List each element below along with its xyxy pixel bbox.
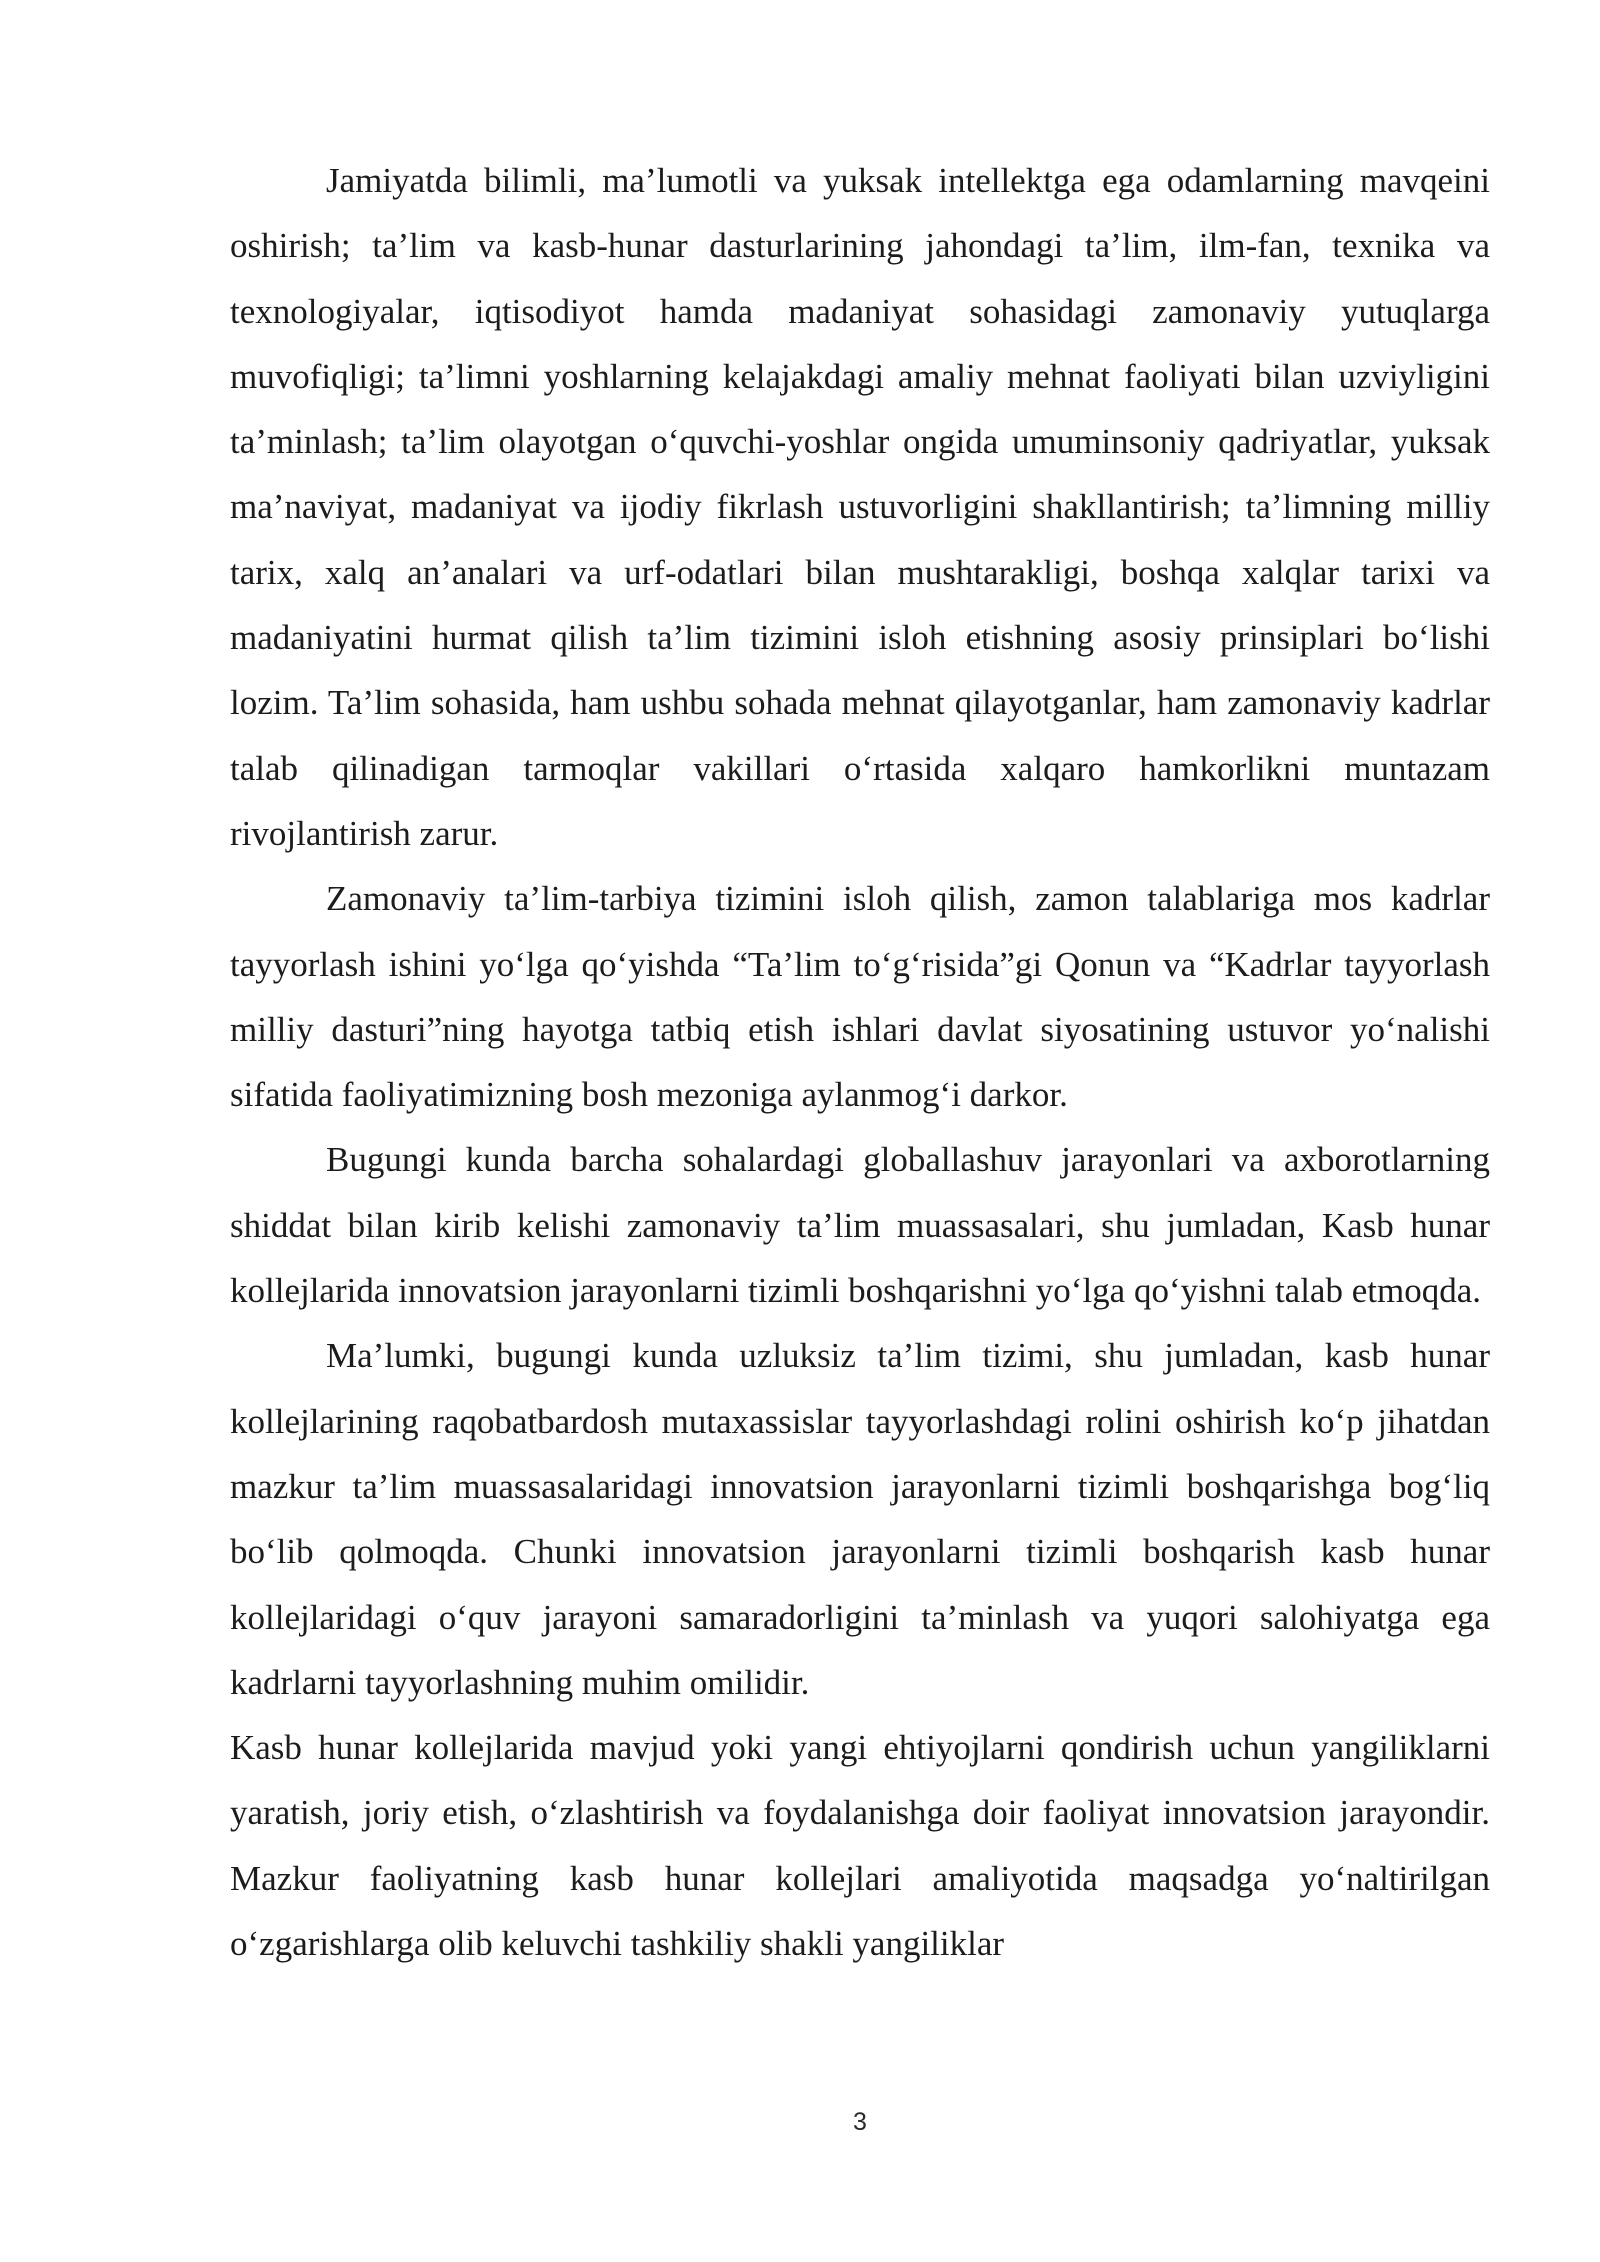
paragraph-1: Jamiyatda bilimli, ma’lumotli va yuksak intellektga ega odamlarning mavqeini oshirish; ta’lim va kasb-hunar dasturlarining jahondagi ta’lim, ilm-fan, texnika va texnologiyalar, iqtisodiyot hamda madaniyat sohasidagi zamonaviy yutuqlarga muvofiqligi; ta’limni yoshlarning kelajakdagi amaliy mehnat faoliyati bilan uzviyligini ta’minlash; ta’lim olayotgan o‘quvchi-yoshlar ongida umuminsoniy qadriyatlar, yuksak ma’naviyat, madaniyat va ijodiy fikrlash ustuvorligini shakllantirish; ta’limning milliy tarix, xalq an’analari va urf-odatlari bilan mushtarakligi, boshqa xalqlar tarixi va madaniyatini hurmat qilish ta’lim tizimini isloh etishning asosiy prinsiplari bo‘lishi lozim. Ta’lim sohasida, ham ushbu sohada mehnat qilayotganlar, ham zamonaviy kadrlar talab qilinadigan tarmoqlar vakillari o‘rtasida xalqaro hamkorlikni muntazam rivojlantirish zarur. <box>230 161 1490 853</box>
paragraph-5: Kasb hunar kollejlarida mavjud yoki yangi ehtiyojlarni qondirish uchun yangiliklarni yaratish, joriy etish, o‘zlashtirish va foydalanishga doir faoliyat innovatsion jarayondir. Mazkur faoliyatning kasb hunar kollejlari amaliyotida maqsadga yo‘naltirilgan o‘zgarishlarga olib keluvchi tashkiliy shakli yangiliklar <box>230 1728 1490 1964</box>
paragraph-3: Bugungi kunda barcha sohalardagi globallashuv jarayonlari va axborotlarning shiddat bilan kirib kelishi zamonaviy ta’lim muassasalari, shu jumladan, Kasb hunar kollejlarida innovatsion jarayonlarni tizimli boshqarishni yo‘lga qo‘yishni talab etmoqda. <box>230 1140 1490 1311</box>
paragraph-4: Ma’lumki, bugungi kunda uzluksiz ta’lim tizimi, shu jumladan, kasb hunar kollejlarining raqobatbardosh mutaxassislar tayyorlashdagi rolini oshirish ko‘p jihatdan mazkur ta’lim muassasalaridagi innovatsion jarayonlarni tizimli boshqarishga bog‘liq bo‘lib qolmoqda. Chunki innovatsion jarayonlarni tizimli boshqarish kasb hunar kollejlaridagi o‘quv jarayoni samaradorligini ta’minlash va yuqori salohiyatga ega kadrlarni tayyorlashning muhim omilidir. <box>230 1336 1490 1702</box>
page-number: 3 <box>853 2108 867 2136</box>
paragraph-2: Zamonaviy ta’lim-tarbiya tizimini isloh qilish, zamon talablariga mos kadrlar tayyorlash ishini yo‘lga qo‘yishda “Ta’lim to‘g‘risida”gi Qonun va “Kadrlar tayyorlash milliy dasturi”ning hayotga tatbiq etish ishlari davlat siyosatining ustuvor yo‘nalishi sifatida faoliyatimizning bosh mezoniga aylanmog‘i darkor. <box>230 879 1490 1115</box>
body-text <box>230 148 1490 1976</box>
